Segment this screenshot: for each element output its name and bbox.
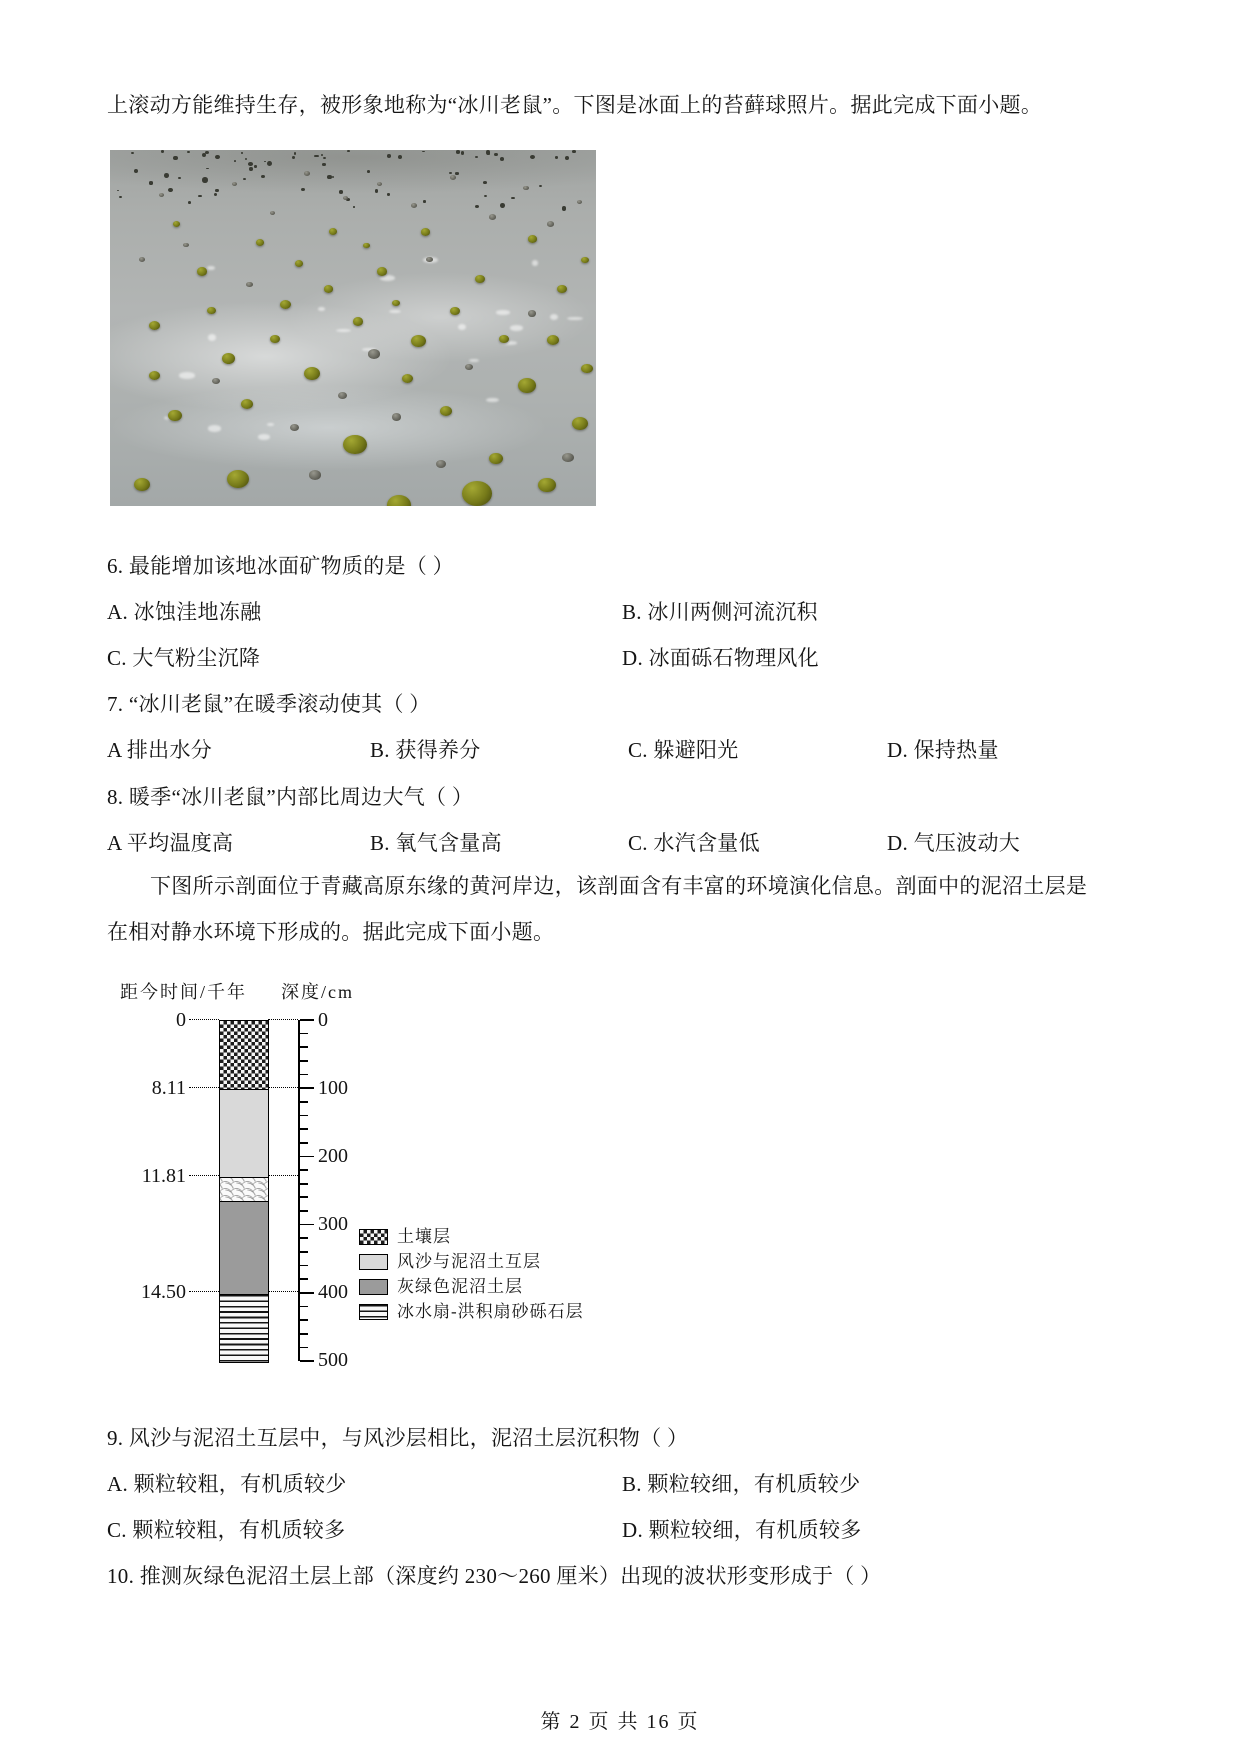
question-9-option-d: D. 颗粒较细，有机质较多 (622, 1518, 862, 1542)
moss-ball (197, 267, 207, 275)
pebble (375, 189, 379, 193)
ice-glint (208, 425, 222, 431)
ruler-minor-tick (300, 1183, 308, 1185)
pebble (243, 178, 246, 180)
ruler-major-tick (300, 1224, 314, 1226)
moss-ball (256, 239, 264, 246)
stone (489, 214, 496, 220)
ruler-minor-tick (300, 1128, 308, 1130)
moss-ball (324, 285, 333, 292)
stone (232, 182, 237, 186)
pebble (339, 190, 343, 193)
moss-ball (280, 300, 291, 309)
ruler-minor-tick (300, 1251, 308, 1253)
legend-label: 土壤层 (397, 1227, 451, 1246)
layer-soil (220, 1021, 268, 1089)
legend-item-soil (359, 1228, 451, 1245)
ruler-minor-tick (300, 1319, 308, 1321)
moss-ball (572, 417, 588, 430)
pebble (347, 150, 350, 152)
pebble (261, 175, 265, 179)
pebble (367, 170, 370, 173)
ice-glint (267, 423, 274, 426)
pebble (173, 156, 177, 160)
pebble (294, 152, 296, 154)
moss-ball (295, 260, 303, 267)
ruler-minor-tick (300, 1115, 308, 1117)
moss-ball (411, 335, 426, 347)
ruler-major-tick (300, 1292, 314, 1294)
pebble (301, 188, 305, 191)
pebble (353, 206, 355, 208)
legend-item-sand-marsh (359, 1253, 541, 1270)
moss-ball (547, 335, 559, 345)
ruler-minor-tick (300, 1033, 308, 1035)
ice-glint (208, 334, 216, 340)
question-8-option-a: A 平均温度高 (107, 831, 234, 855)
ruler-minor-tick (300, 1060, 308, 1062)
pebble (500, 203, 505, 208)
moss-ball (377, 267, 387, 275)
ice-glint (380, 275, 394, 281)
pebble (422, 151, 425, 153)
question-7-option-b: B. 获得养分 (370, 738, 481, 762)
moss-ball (353, 317, 363, 325)
stone (159, 193, 164, 197)
ice-glint (567, 317, 583, 320)
pebble (530, 155, 535, 159)
time-tick-8-11: 8.11 (151, 1077, 186, 1099)
stone (562, 453, 574, 463)
legend-label: 灰绿色泥沼土层 (397, 1277, 523, 1296)
pebble (198, 195, 202, 197)
pebble (117, 190, 119, 192)
stone (290, 424, 299, 431)
leader-line (268, 1291, 298, 1292)
stone (450, 175, 456, 180)
pebble (234, 160, 236, 162)
question-6-stem: 6. 最能增加该地冰面矿物质的是（ ） (107, 554, 454, 578)
ruler-major-tick (300, 1360, 314, 1362)
pebble (500, 157, 505, 161)
ice-glint (469, 359, 480, 362)
pebble (206, 168, 208, 169)
pebble (332, 176, 334, 178)
ruler-minor-tick (300, 1046, 308, 1048)
question-9-stem: 9. 风沙与泥沼土互层中，与风沙层相比，泥沼土层沉积物（ ） (107, 1426, 689, 1450)
legend-swatch-lightgray (359, 1254, 388, 1270)
depth-axis-title: 深度/cm (281, 982, 354, 1002)
moss-ball (387, 495, 411, 506)
pebble (387, 154, 391, 158)
pebble (321, 154, 323, 156)
moss-ball (450, 307, 460, 315)
stone (368, 349, 380, 359)
moss-ball (343, 435, 367, 455)
passage-1: 上滚动方能维持生存，被形象地称为“冰川老鼠”。下图是冰面上的苔藓球照片。据此完成下面小题。 (107, 93, 1043, 117)
pebble (202, 153, 206, 157)
pebble (487, 152, 491, 155)
moss-ball (475, 275, 485, 283)
pebble (161, 150, 164, 152)
stone (465, 364, 473, 370)
pebble (475, 156, 478, 158)
legend-label: 风沙与泥沼土互层 (397, 1252, 541, 1271)
leader-line (268, 1175, 298, 1176)
pebble (131, 152, 134, 154)
moss-ball (207, 307, 216, 314)
pebble (245, 158, 247, 160)
pebble (254, 165, 257, 167)
passage-2-line-1: 下图所示剖面位于青藏高原东缘的黄河岸边，该剖面含有丰富的环境演化信息。剖面中的泥沼土层是 (150, 874, 1088, 898)
moss-ball (222, 353, 235, 364)
question-8-option-b: B. 氧气含量高 (370, 831, 502, 855)
ruler-minor-tick (300, 1210, 308, 1212)
ice-glint (336, 329, 351, 332)
ice-glint (318, 307, 326, 311)
pebble (214, 193, 217, 196)
pebble (215, 155, 220, 159)
pebble (264, 161, 266, 163)
depth-ruler (298, 1020, 318, 1361)
stone (309, 470, 321, 480)
stone (270, 211, 275, 215)
stone (577, 200, 582, 204)
layer-graygreen-marsh (220, 1201, 268, 1294)
moss-ball (173, 221, 180, 227)
moss-ball (168, 410, 182, 421)
pebble (164, 173, 169, 178)
ruler-minor-tick (300, 1347, 308, 1349)
legend-swatch-stripes (359, 1304, 388, 1320)
pebble (248, 162, 253, 166)
depth-tick-100: 100 (318, 1077, 348, 1099)
pebble (322, 163, 325, 166)
pebble (387, 193, 390, 195)
question-8-option-c: C. 水汽含量低 (628, 831, 760, 855)
pebble (314, 155, 318, 158)
pebble (455, 172, 459, 174)
moss-ball (581, 257, 589, 264)
moss-ball (149, 321, 160, 330)
moss-ball (241, 399, 253, 409)
pebble (215, 189, 218, 193)
ruler-minor-tick (300, 1142, 308, 1144)
pebble (494, 153, 497, 156)
ice-glint (207, 266, 215, 271)
pebble (456, 150, 460, 153)
ruler-minor-tick (300, 1101, 308, 1103)
moss-ball (134, 478, 150, 491)
pebble (511, 197, 515, 199)
leader-line (268, 1019, 298, 1020)
stone (523, 186, 529, 191)
moss-ball (518, 378, 536, 393)
question-7-stem: 7. “冰川老鼠”在暖季滚动使其（ ） (107, 692, 431, 716)
ice-glint (532, 260, 539, 266)
question-6-option-d: D. 冰面砾石物理风化 (622, 646, 819, 670)
question-10-stem: 10. 推测灰绿色泥沼土层上部（深度约 230～260 厘米）出现的波状形变形成于（ ） (107, 1564, 882, 1588)
moss-ball (402, 374, 413, 383)
question-8-option-d: D. 气压波动大 (887, 831, 1021, 855)
stone (246, 282, 253, 288)
moss-ball (421, 228, 430, 235)
page-footer: 第 2 页 共 16 页 (540, 1711, 700, 1733)
leader-line (268, 1087, 298, 1088)
question-7-option-d: D. 保持热量 (887, 738, 999, 762)
moss-ball (489, 453, 503, 464)
stone (411, 203, 417, 208)
moss-ball (528, 235, 537, 242)
ruler-minor-tick (300, 1196, 308, 1198)
stone (183, 243, 189, 248)
moss-ball (363, 243, 370, 249)
stone (392, 413, 401, 420)
depth-tick-200: 200 (318, 1145, 348, 1167)
pebble (449, 172, 452, 174)
pebble (168, 188, 173, 192)
pebble (249, 167, 253, 170)
depth-tick-300: 300 (318, 1213, 348, 1235)
question-6-option-b: B. 冰川两侧河流沉积 (622, 600, 818, 624)
pebble (555, 156, 558, 158)
ruler-minor-tick (300, 1333, 308, 1335)
question-9-option-a: A. 颗粒较粗，有机质较少 (107, 1472, 347, 1496)
pebble (188, 201, 192, 204)
time-tick-14-50: 14.50 (141, 1281, 186, 1303)
time-tick-11-81: 11.81 (141, 1165, 186, 1187)
pebble (149, 181, 154, 184)
leader-line (189, 1175, 219, 1176)
depth-tick-500: 500 (318, 1349, 348, 1371)
pebble (267, 161, 272, 166)
legend-label: 冰水扇-洪积扇砂砾石层 (397, 1302, 584, 1321)
ruler-major-tick (300, 1156, 314, 1158)
moss-balls-photo (110, 150, 596, 506)
depth-tick-400: 400 (318, 1281, 348, 1303)
pebble (292, 156, 296, 160)
pebble (483, 181, 487, 184)
leader-line (189, 1291, 219, 1292)
moss-ball (557, 285, 567, 293)
ice-glint (179, 372, 196, 378)
question-9-option-c: C. 颗粒较粗，有机质较多 (107, 1518, 346, 1542)
pebble (241, 152, 243, 154)
moss-ball (227, 470, 249, 488)
ruler-minor-tick (300, 1306, 308, 1308)
moss-ball (304, 367, 320, 380)
ruler-minor-tick (300, 1265, 308, 1267)
question-7-option-a: A 排出水分 (107, 738, 213, 762)
moss-ball (329, 228, 337, 235)
question-6-option-c: C. 大气粉尘沉降 (107, 646, 261, 670)
strat-column (219, 1020, 269, 1363)
passage-2-line-2: 在相对静水环境下形成的。据此完成下面小题。 (107, 920, 555, 944)
leader-line (189, 1019, 219, 1020)
legend-item-gravel (359, 1303, 584, 1320)
pebble (572, 150, 576, 153)
ruler-major-tick (300, 1019, 314, 1021)
ruler-major-tick (300, 1087, 314, 1089)
layer-gravel (220, 1294, 268, 1362)
leader-line (189, 1087, 219, 1088)
ice-glint (486, 398, 499, 403)
stone (139, 257, 145, 262)
stone (377, 182, 382, 186)
stone (547, 221, 554, 227)
pebble (461, 151, 465, 155)
ice-glint (458, 324, 466, 330)
moss-ball (440, 406, 452, 416)
ruler-minor-tick (300, 1074, 308, 1076)
ruler-minor-tick (300, 1278, 308, 1280)
pebble (323, 157, 326, 159)
moss-ball (462, 481, 492, 506)
pebble (562, 206, 567, 211)
question-7-option-c: C. 躲避阳光 (628, 738, 739, 762)
layer-wavy-deformed (220, 1177, 268, 1201)
moss-ball (392, 300, 400, 307)
question-9-option-b: B. 颗粒较细，有机质较少 (622, 1472, 861, 1496)
layer-sand-marsh (220, 1089, 268, 1177)
ruler-minor-tick (300, 1237, 308, 1239)
pebble (134, 169, 138, 173)
legend-swatch-check (359, 1229, 388, 1245)
pebble (398, 155, 402, 159)
legend-item-graygreen-marsh (359, 1278, 523, 1295)
ice-glint (550, 314, 558, 320)
ice-glint (496, 310, 509, 314)
legend-swatch-darkgray (359, 1279, 388, 1295)
pebble (202, 177, 207, 183)
stone (528, 310, 536, 316)
pebble (475, 205, 479, 208)
moss-ball (270, 335, 280, 343)
pebble (565, 156, 570, 161)
pebble (539, 185, 542, 187)
time-axis-title: 距今时间/千年 (120, 982, 248, 1002)
moss-ball (149, 371, 160, 380)
question-8-stem: 8. 暖季“冰川老鼠”内部比周边大气（ ） (107, 785, 474, 809)
ice-glint (510, 325, 523, 330)
pebble (423, 200, 426, 202)
moss-ball (538, 478, 556, 493)
stone (212, 378, 220, 384)
pebble (187, 151, 189, 153)
ice-glint (258, 434, 271, 439)
time-tick-0: 0 (176, 1009, 186, 1031)
pebble (178, 177, 181, 180)
depth-tick-0: 0 (318, 1009, 328, 1031)
stone (436, 460, 446, 468)
pebble (119, 196, 122, 199)
question-6-option-a: A. 冰蚀洼地冻融 (107, 600, 262, 624)
pebble (484, 195, 487, 198)
ice-glint (389, 310, 401, 313)
stone (338, 392, 347, 399)
moss-ball (581, 364, 593, 374)
stone (304, 171, 310, 176)
ruler-minor-tick (300, 1169, 308, 1171)
